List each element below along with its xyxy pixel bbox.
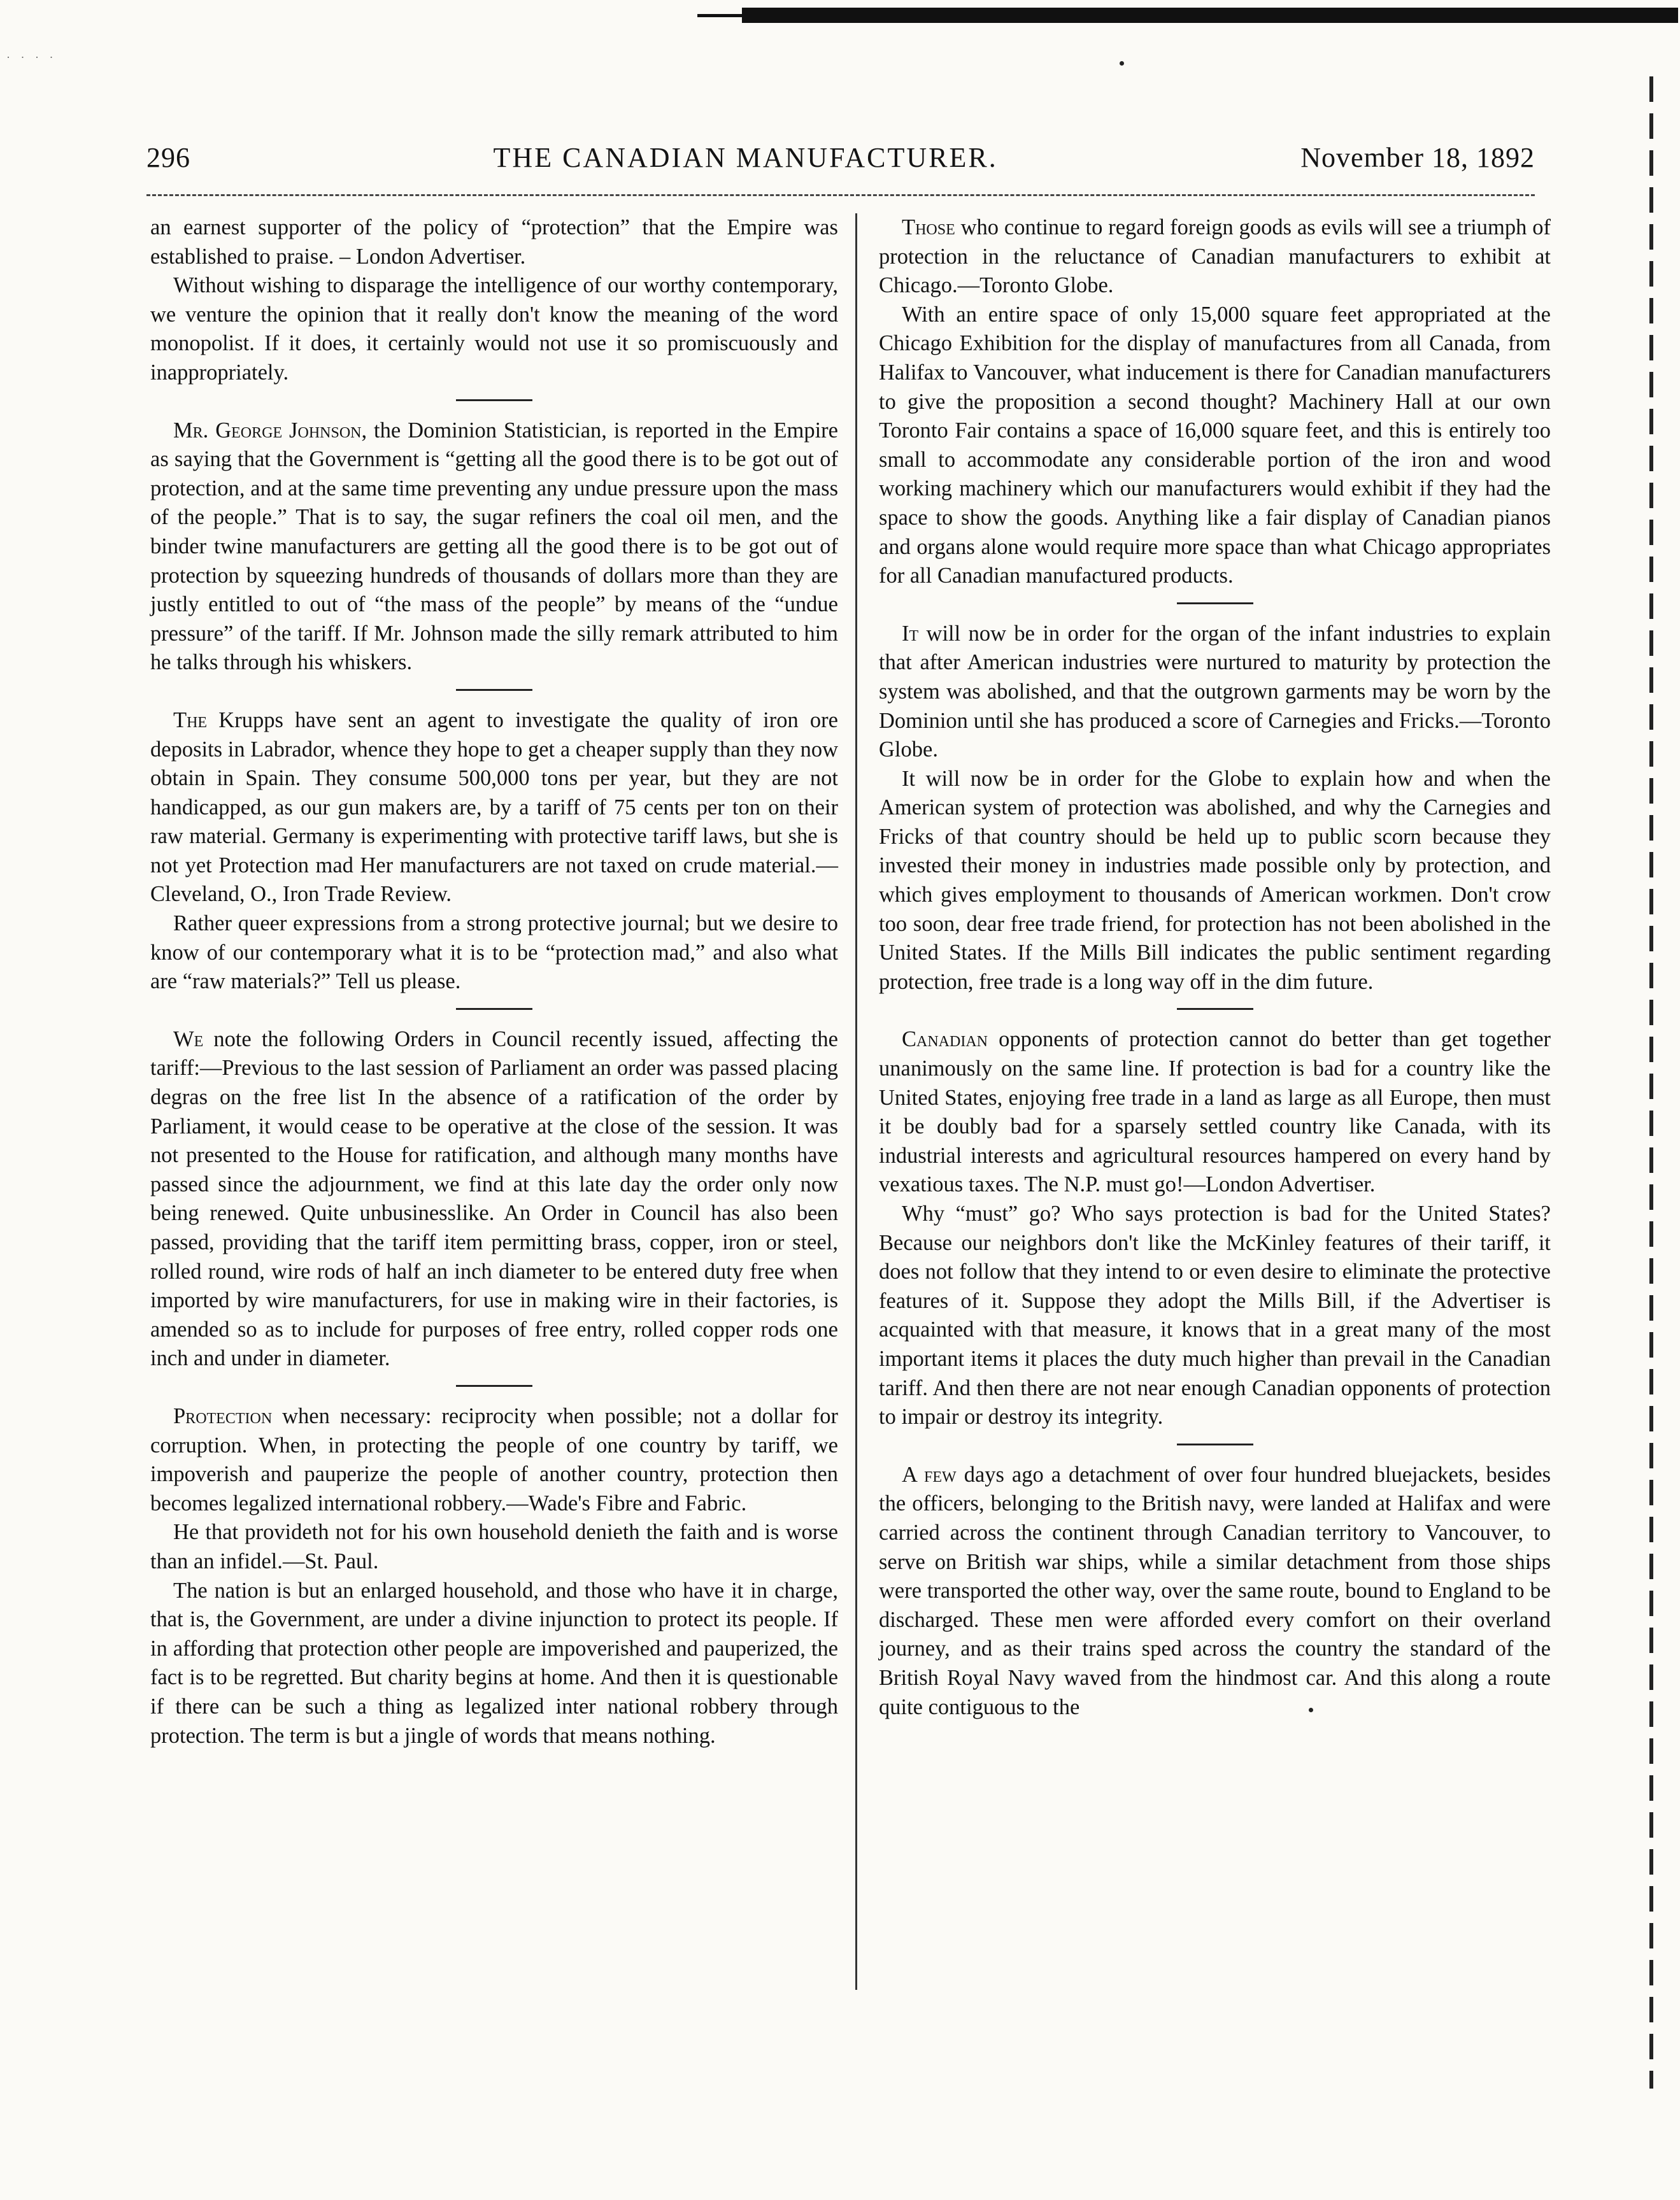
article-lead-word: A few	[902, 1462, 957, 1487]
article-lead-word: Mr. George Johnson,	[173, 418, 367, 443]
article-separator	[456, 689, 532, 691]
article-text: note the following Orders in Council recently issued, affecting the tariff:—Previous to the last session of Parliament an order was passed placing degras on the free list In the absence of a ratification of the order by Parliament, it would cease to be operative at the close of the session. It was not presented to the House for ratification, and although many months have passed since the adjournment, we find at this late day the order only now being renewed. Quite unbusinesslike. An Order in Council has also been passed, providing that the tariff item permitting brass, copper, iron or steel, rolled round, wire rods of half an inch diameter to be entered duty free when imported by wire manufacturers, for use in making wire in their factories, is amended so as to include for purposes of free entry, rolled copper rods one inch and under in diameter.	[150, 1026, 838, 1371]
article-paragraph	[150, 1402, 838, 1518]
header-rule	[146, 194, 1535, 196]
article-text: days ago a detachment of over four hundred bluejackets, besides the officers, belonging to the British navy, were landed at Halifax and were carried across the continent through Canadian territory to Vancouver, to serve on British war ships, while a similar detachment from those ships were transported the other way, over the same route, bound to England to be discharged. These men were afforded every comfort on their overland journey, and as their trains sped across the country the standard of the British Royal Navy waved from the hindmost car. And this along a route quite contiguous to the	[879, 1462, 1551, 1719]
article-paragraph	[879, 213, 1551, 301]
journal-title: THE CANADIAN MANUFACTURER.	[493, 142, 998, 173]
article-paragraph: He that provideth not for his own household denieth the faith and is worse than an infidel.—St. Paul.	[150, 1520, 838, 1573]
article-paragraph: Why “must” go? Who says protection is bad for the United States? Because our neighbors don't like the McKinley features of their tariff, it does not follow that they intend to or even desire to eliminate the protective features of it. Suppose they adopt the Mills Bill, if the Advertiser is acquainted with that measure, it knows that in a great many of the most important items it places the duty much higher than prevail in the Canadian tariff. And then there are not near enough Canadian opponents of protection to impair or destroy its integrity.	[879, 1202, 1551, 1430]
article-lead-word: Canadian	[902, 1027, 988, 1052]
article-separator	[1177, 1008, 1253, 1010]
article-paragraph	[150, 416, 838, 678]
article-text: when necessary: reciprocity when possible; not a dollar for corruption. When, in protecting the people of one country by tariff, we impoverish and pauperize the people of another country, protection then becomes legalized international robbery.—Wade's Fibre and Fabric.	[150, 1403, 838, 1515]
article-paragraph	[150, 706, 838, 909]
issue-date: November 18, 1892	[1300, 142, 1535, 173]
article-separator	[456, 1385, 532, 1387]
article-lead-word: The	[173, 707, 208, 732]
article-paragraph: With an entire space of only 15,000 square feet appropriated at the Chicago Exhibition for the display of manufactures from all Canada, from Halifax to Vancouver, what inducement is there for Canadian manufacturers to give the proposition a second thought? Machinery Hall at our own Toronto Fair contains a space of 16,000 square feet, and this is entirely too small to accommodate any considerable portion of the iron and wood working machinery which our manufacturers would exhibit if they had the space to show the goods. Anything like a fair display of Canadian pianos and organs alone would require more space than what Chicago appropriates for all Canadian manufactured products.	[879, 302, 1551, 588]
article-lead-word: Protection	[173, 1403, 273, 1428]
article-paragraph	[879, 620, 1551, 765]
page-edge-binding	[1649, 76, 1653, 2089]
article-text: will now be in order for the organ of the infant industries to explain that after American industries were nurtured to maturity by protection the system was abolished, and that the outgrown garments may be worn by the Dominion until she has produced a score of Carnegies and Fricks.—Toronto Globe.	[879, 621, 1551, 762]
scan-speck	[1120, 61, 1124, 66]
article-lead-word: We	[173, 1026, 204, 1051]
article-lead-word: Those	[902, 215, 955, 239]
left-column	[150, 213, 838, 1750]
article-separator	[456, 1008, 532, 1010]
article-paragraph	[150, 1025, 838, 1373]
scan-artifact: · · · ·	[6, 51, 57, 64]
article-separator	[456, 399, 532, 401]
article-text: opponents of protection cannot do better than get together unanimously on the same line. If protection is bad for a country like the United States, enjoying free trade in a land as large as all Europe, then must it be doubly bad for a sparsely settled country like Canada, with its industrial interests and agricultural resources hampered on every hand by vexatious taxes. The N.P. must go!—London Advertiser.	[879, 1027, 1551, 1197]
article-paragraph	[879, 1461, 1551, 1722]
page-number: 296	[146, 142, 190, 173]
article-separator	[1177, 1444, 1253, 1445]
article-paragraph: an earnest supporter of the policy of “protection” that the Empire was established to praise. – London Advertiser.	[150, 215, 838, 269]
article-paragraph: The nation is but an enlarged household, and those who have it in charge, that is, the Government, are under a divine injunction to protect its people. If in affording that protection other people are impoverished and pauperized, the fact is to be regretted. But charity begins at home. And then it is questionable if there can be such a thing as legalized inter national robbery through protection. The term is but a jingle of words that means nothing.	[150, 1578, 838, 1748]
top-border-rule	[742, 8, 1678, 23]
article-text: who continue to regard foreign goods as evils will see a triumph of protection in the reluctance of Canadian manufacturers to exhibit at Chicago.—Toronto Globe.	[879, 215, 1551, 298]
page-header	[146, 141, 1535, 192]
article-lead-word: It	[902, 621, 919, 646]
column-divider	[855, 213, 857, 1990]
article-paragraph: Rather queer expressions from a strong protective journal; but we desire to know of our contemporary what it is to be “protection mad,” and also what are “raw materials?” Tell us please.	[150, 911, 838, 994]
article-text: the Dominion Statistician, is reported in the Empire as saying that the Government is “getting all the good there is to be got out of protection, and at the same time preventing any undue pressure upon the mass of the people.” That is to say, the sugar refiners the coal oil men, and the binder twine manufacturers are getting all the good there is to be got out of protection by squeezing hundreds of thousands of dollars more than they are justly entitled to out of “the mass of the people” by means of the “undue pressure” of the tariff. If Mr. Johnson made the silly remark attributed to him he talks through his whiskers.	[150, 418, 838, 675]
article-paragraph: Without wishing to disparage the intelligence of our worthy contemporary, we venture the opinion that it really don't know the meaning of the word monopolist. If it does, it certainly would not use it so promiscuously and inappropriately.	[150, 273, 838, 385]
article-paragraph: It will now be in order for the Globe to explain how and when the American system of protection was abolished, and why the Carnegies and Fricks of that country should be held up to public scorn because they invested their money in industries made possible only by protection, and which gives employment to thousands of American workmen. Don't crow too soon, dear free trade friend, for protection has not been abolished in the United States. If the Mills Bill indicates the public sentiment regarding protection, free trade is a long way off in the dim future.	[879, 766, 1551, 994]
article-paragraph	[879, 1025, 1551, 1200]
right-column	[879, 213, 1551, 1722]
article-separator	[1177, 602, 1253, 604]
article-text: Krupps have sent an agent to investigate the quality of iron ore deposits in Labrador, whence they hope to get a cheaper supply than they now obtain in Spain. They consume 500,000 tons per year, but they are not handicapped, as our gun makers are, by a tariff of 75 cents per ton on their raw material. Germany is experimenting with protective tariff laws, but she is not yet Protection mad Her manufacturers are not taxed on crude material.—Cleveland, O., Iron Trade Review.	[150, 707, 838, 907]
